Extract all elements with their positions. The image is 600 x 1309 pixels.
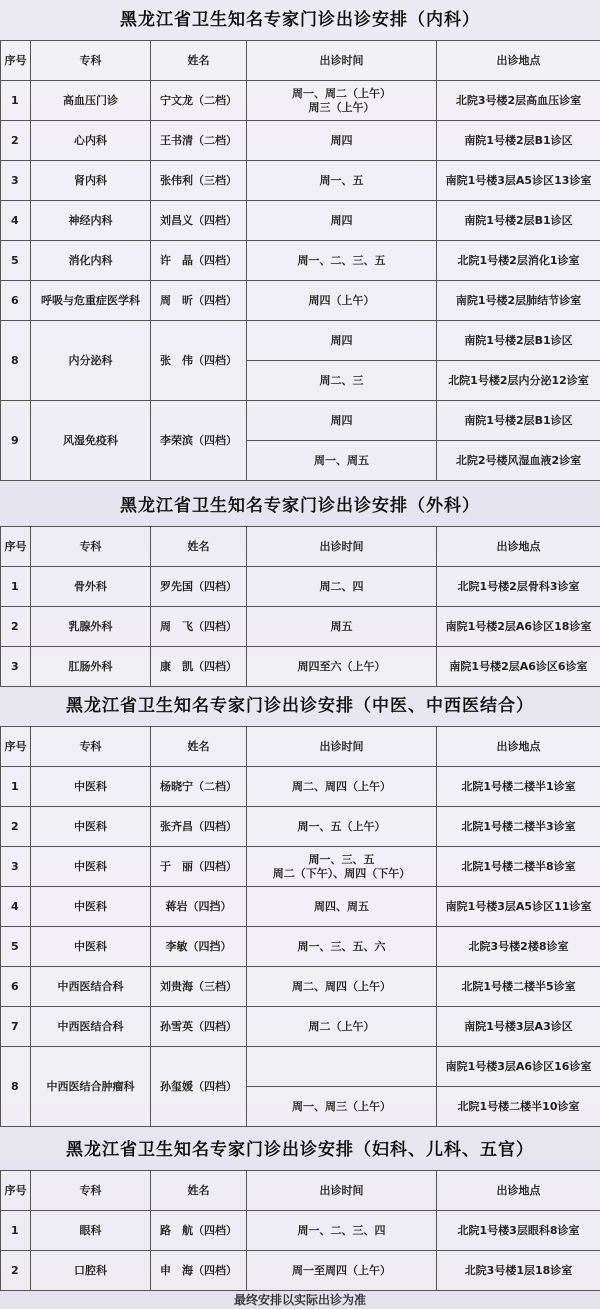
section-title: 黑龙江省卫生知名专家门诊出诊安排（外科） (120, 496, 480, 516)
row-time: 周五 (247, 607, 437, 647)
row-dept: 中医科 (31, 847, 151, 887)
row-place: 南院1号楼3层A3诊区 (437, 1007, 600, 1047)
row-dept: 中医科 (31, 887, 151, 927)
row-name: 申 海（四档） (151, 1251, 247, 1291)
header-place: 出诊地点 (437, 527, 600, 567)
row-seq: 2 (1, 607, 31, 647)
row-seq: 8 (1, 321, 31, 401)
header-seq: 序号 (1, 727, 31, 767)
row-dept: 肾内科 (31, 161, 151, 201)
row-name: 罗先国（四档） (151, 567, 247, 607)
row-seq: 6 (1, 281, 31, 321)
section-title: 黑龙江省卫生知名专家门诊出诊安排（妇科、儿科、五官） (66, 1140, 534, 1160)
row-seq: 3 (1, 847, 31, 887)
row-name: 孙玺媛（四档） (151, 1047, 247, 1127)
row-time: 周四 (247, 121, 437, 161)
row-dept: 中西医结合科 (31, 967, 151, 1007)
table-row (1, 201, 600, 241)
row-place: 北院1号楼二楼半5诊室 (437, 967, 600, 1007)
row-time: 周二、周四（上午） (247, 767, 437, 807)
row-time: 周四 (247, 201, 437, 241)
row-place: 南院1号楼2层B1诊区 (437, 201, 600, 241)
row-dept: 乳腺外科 (31, 607, 151, 647)
header-dept: 专科 (31, 727, 151, 767)
row-seq: 3 (1, 161, 31, 201)
row-dept: 风湿免疫科 (31, 401, 151, 481)
row-place: 南院1号楼2层A6诊区6诊室 (437, 647, 600, 687)
row-name: 蒋岩（四挡） (151, 887, 247, 927)
header-row (1, 1171, 600, 1211)
row-name: 许 晶（四档） (151, 241, 247, 281)
row-time: 周四 (247, 401, 437, 441)
row-time: 周一、二、三、五 (247, 241, 437, 281)
row-time: 周一、三、五、六 (247, 927, 437, 967)
row-seq: 9 (1, 401, 31, 481)
row-place: 北院1号楼2层内分泌12诊室 (437, 361, 600, 401)
schedule-table (0, 526, 600, 687)
footer-note: 最终安排以实际出诊为准 (233, 1293, 366, 1307)
row-time: 周一、周二（上午） 周三（上午） (247, 81, 437, 121)
row-place: 北院3号楼1层18诊室 (437, 1251, 600, 1291)
row-time: 周一、五 (247, 161, 437, 201)
row-place: 南院1号楼2层B1诊区 (437, 121, 600, 161)
row-time: 周二（上午） (247, 1007, 437, 1047)
row-seq: 7 (1, 1007, 31, 1047)
row-name: 李敏（四挡） (151, 927, 247, 967)
row-seq: 2 (1, 1251, 31, 1291)
row-dept: 心内科 (31, 121, 151, 161)
table-row (1, 967, 600, 1007)
row-seq: 4 (1, 887, 31, 927)
header-time: 出诊时间 (247, 41, 437, 81)
row-time: 周一、周五 (247, 441, 437, 481)
row-name: 刘昌义（四档） (151, 201, 247, 241)
row-dept: 眼科 (31, 1211, 151, 1251)
row-name: 杨晓宁（二档） (151, 767, 247, 807)
row-dept: 中西医结合肿瘤科 (31, 1047, 151, 1127)
row-time: 周四、周五 (247, 887, 437, 927)
row-place: 北院1号楼二楼半1诊室 (437, 767, 600, 807)
row-name: 周 昕（四档） (151, 281, 247, 321)
row-seq: 5 (1, 927, 31, 967)
header-dept: 专科 (31, 527, 151, 567)
row-place: 北院1号楼3层眼科8诊室 (437, 1211, 600, 1251)
row-place: 南院1号楼2层B1诊区 (437, 401, 600, 441)
row-place: 北院3号楼2层高血压诊室 (437, 81, 600, 121)
row-name: 孙雪英（四档） (151, 1007, 247, 1047)
table-row (1, 567, 600, 607)
header-name: 姓名 (151, 1171, 247, 1211)
row-name: 张伟利（三档） (151, 161, 247, 201)
row-seq: 8 (1, 1047, 31, 1127)
row-seq: 1 (1, 1211, 31, 1251)
header-seq: 序号 (1, 41, 31, 81)
row-place: 南院1号楼2层A6诊区18诊室 (437, 607, 600, 647)
table-row (1, 607, 600, 647)
header-dept: 专科 (31, 1171, 151, 1211)
section-title: 黑龙江省卫生知名专家门诊出诊安排（中医、中西医结合） (66, 696, 534, 716)
row-place: 北院1号楼二楼半3诊室 (437, 807, 600, 847)
row-place: 北院2号楼风湿血液2诊室 (437, 441, 600, 481)
header-seq: 序号 (1, 1171, 31, 1211)
row-name: 刘贵海（三档） (151, 967, 247, 1007)
row-seq: 6 (1, 967, 31, 1007)
header-name: 姓名 (151, 727, 247, 767)
row-name: 周 飞（四档） (151, 607, 247, 647)
row-dept: 高血压门诊 (31, 81, 151, 121)
table-row (1, 1251, 600, 1291)
row-time: 周二、三 (247, 361, 437, 401)
row-dept: 中医科 (31, 927, 151, 967)
row-seq: 4 (1, 201, 31, 241)
row-name: 康 凯（四档） (151, 647, 247, 687)
row-place: 北院1号楼二楼半10诊室 (437, 1087, 600, 1127)
header-time: 出诊时间 (247, 527, 437, 567)
table-row (1, 281, 600, 321)
row-time: 周二、四 (247, 567, 437, 607)
schedule-table (0, 1170, 600, 1291)
row-place: 北院1号楼二楼半8诊室 (437, 847, 600, 887)
table-row (1, 847, 600, 887)
row-place: 北院1号楼2层骨科3诊室 (437, 567, 600, 607)
row-name: 王书清（二档） (151, 121, 247, 161)
schedule-table (0, 726, 600, 1127)
table-row (1, 887, 600, 927)
row-place: 南院1号楼3层A6诊区16诊室 (437, 1047, 600, 1087)
header-row (1, 727, 600, 767)
row-place: 南院1号楼3层A5诊区13诊室 (437, 161, 600, 201)
row-dept: 消化内科 (31, 241, 151, 281)
row-time: 周四 (247, 321, 437, 361)
row-name: 宁文龙（二档） (151, 81, 247, 121)
row-time: 周一、周三（上午） (247, 1087, 437, 1127)
schedule-table (0, 40, 600, 481)
row-time: 周一至周四（上午） (247, 1251, 437, 1291)
row-dept: 中医科 (31, 807, 151, 847)
row-seq: 2 (1, 807, 31, 847)
row-seq: 5 (1, 241, 31, 281)
header-seq: 序号 (1, 527, 31, 567)
row-time: 周二、周四（上午） (247, 967, 437, 1007)
row-time: 周一、二、三、四 (247, 1211, 437, 1251)
row-seq: 1 (1, 81, 31, 121)
table-row (1, 1047, 600, 1087)
row-time: 周一、三、五 周二（下午）、周四（下午） (247, 847, 437, 887)
header-dept: 专科 (31, 41, 151, 81)
row-place: 南院1号楼3层A5诊区11诊室 (437, 887, 600, 927)
row-dept: 内分泌科 (31, 321, 151, 401)
row-dept: 呼吸与危重症医学科 (31, 281, 151, 321)
row-place: 北院3号楼2楼8诊室 (437, 927, 600, 967)
row-seq: 2 (1, 121, 31, 161)
table-row (1, 81, 600, 121)
row-seq: 1 (1, 767, 31, 807)
header-time: 出诊时间 (247, 1171, 437, 1211)
row-time: 周四（上午） (247, 281, 437, 321)
row-seq: 3 (1, 647, 31, 687)
section-title: 黑龙江省卫生知名专家门诊出诊安排（内科） (120, 10, 480, 30)
table-row (1, 647, 600, 687)
table-row (1, 767, 600, 807)
table-row (1, 161, 600, 201)
row-seq: 1 (1, 567, 31, 607)
table-row (1, 1007, 600, 1047)
row-place: 南院1号楼2层B1诊区 (437, 321, 600, 361)
row-dept: 中西医结合科 (31, 1007, 151, 1047)
header-place: 出诊地点 (437, 727, 600, 767)
row-time: 周一、五（上午） (247, 807, 437, 847)
header-name: 姓名 (151, 41, 247, 81)
table-row (1, 121, 600, 161)
gyn-peds-ent-section (0, 1130, 600, 1291)
header-place: 出诊地点 (437, 1171, 600, 1211)
table-row (1, 401, 600, 441)
row-dept: 神经内科 (31, 201, 151, 241)
row-name: 于 丽（四档） (151, 847, 247, 887)
table-row (1, 321, 600, 361)
row-place: 南院1号楼2层肺结节诊室 (437, 281, 600, 321)
row-name: 李荣滨（四档） (151, 401, 247, 481)
row-name: 张 伟（四档） (151, 321, 247, 401)
table-row (1, 241, 600, 281)
header-time: 出诊时间 (247, 727, 437, 767)
row-time (247, 1047, 437, 1087)
tcm-section (0, 686, 600, 1127)
surgery-section (0, 486, 600, 687)
row-name: 张齐昌（四档） (151, 807, 247, 847)
row-name: 路 航（四档） (151, 1211, 247, 1251)
table-row (1, 807, 600, 847)
header-row (1, 527, 600, 567)
row-dept: 中医科 (31, 767, 151, 807)
header-row (1, 41, 600, 81)
table-row (1, 1211, 600, 1251)
internal-medicine-section (0, 0, 600, 481)
row-dept: 口腔科 (31, 1251, 151, 1291)
row-place: 北院1号楼2层消化1诊室 (437, 241, 600, 281)
row-dept: 骨外科 (31, 567, 151, 607)
row-time: 周四至六（上午） (247, 647, 437, 687)
header-name: 姓名 (151, 527, 247, 567)
header-place: 出诊地点 (437, 41, 600, 81)
table-row (1, 927, 600, 967)
row-dept: 肛肠外科 (31, 647, 151, 687)
